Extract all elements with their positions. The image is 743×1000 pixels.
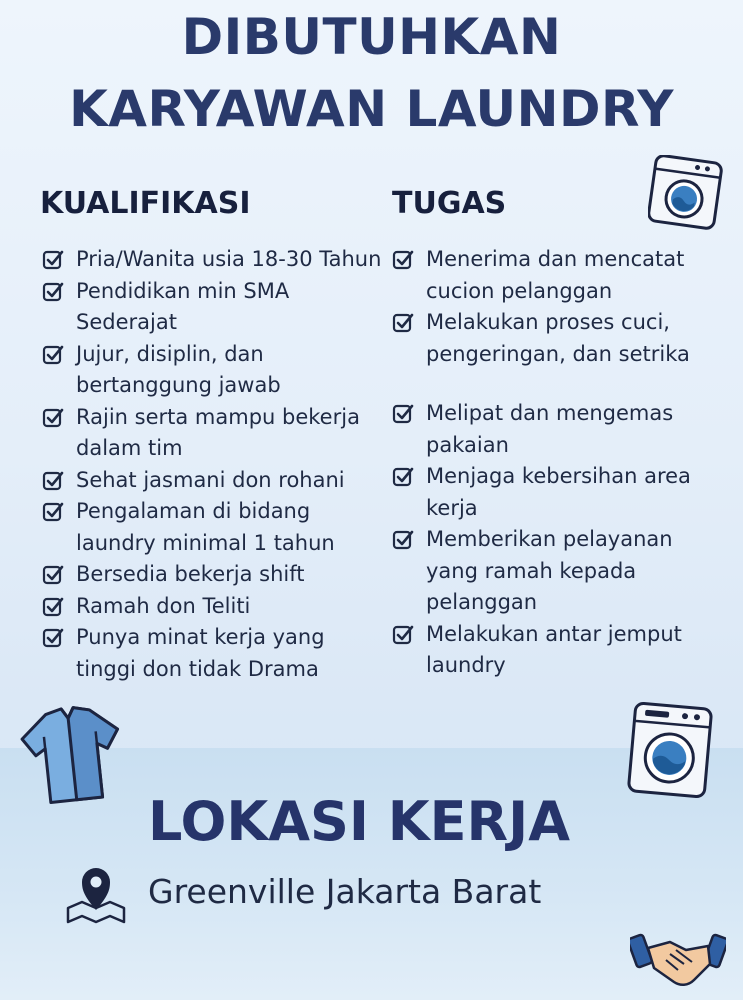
list-item: Ramah don Teliti	[42, 591, 387, 623]
list-item: Pengalaman di bidang laundry minimal 1 tahun	[42, 496, 387, 559]
list-item: Menerima dan mencatat cucion pelanggan	[392, 244, 722, 307]
location-address: Greenville Jakarta Barat	[148, 872, 542, 911]
location-title: LOKASI KERJA	[148, 790, 571, 853]
check-icon	[392, 312, 414, 334]
check-icon	[42, 596, 64, 618]
check-icon	[392, 529, 414, 551]
list-item: Menjaga kebersihan area kerja	[392, 461, 722, 524]
title-line-2: KARYAWAN LAUNDRY	[69, 80, 674, 138]
washing-machine-icon	[622, 700, 718, 804]
kualifikasi-list	[42, 244, 387, 685]
list-item: Bersedia bekerja shift	[42, 559, 387, 591]
tugas-title: TUGAS	[392, 186, 507, 221]
check-icon	[42, 501, 64, 523]
list-item: Rajin serta mampu bekerja dalam tim	[42, 402, 387, 465]
list-item: Pria/Wanita usia 18-30 Tahun	[42, 244, 387, 276]
check-icon	[392, 466, 414, 488]
shirt-icon	[16, 704, 128, 810]
check-icon	[392, 403, 414, 425]
list-item: Jujur, disiplin, dan bertanggung jawab	[42, 339, 387, 402]
map-pin-icon	[62, 862, 130, 930]
check-icon	[42, 344, 64, 366]
list-item: Memberikan pelayanan yang ramah kepada pelanggan	[392, 524, 722, 619]
check-icon	[42, 249, 64, 271]
list-item: Melakukan antar jemput laundry	[392, 619, 722, 682]
check-icon	[392, 624, 414, 646]
check-icon	[42, 470, 64, 492]
check-icon	[42, 564, 64, 586]
tugas-list	[392, 244, 722, 682]
list-item: Pendidikan min SMA Sederajat	[42, 276, 387, 339]
check-icon	[42, 281, 64, 303]
kualifikasi-title: KUALIFIKASI	[40, 186, 251, 221]
list-item: Melakukan proses cuci, pengeringan, dan setrika	[392, 307, 722, 370]
check-icon	[42, 627, 64, 649]
check-icon	[392, 249, 414, 271]
washing-machine-icon	[648, 155, 724, 235]
handshake-icon	[630, 924, 726, 994]
title-line-1: DIBUTUHKAN	[181, 8, 562, 66]
list-item: Sehat jasmani don rohani	[42, 465, 387, 497]
list-item: Melipat dan mengemas pakaian	[392, 398, 722, 461]
list-item: Punya minat kerja yang tinggi don tidak Drama	[42, 622, 387, 685]
check-icon	[42, 407, 64, 429]
